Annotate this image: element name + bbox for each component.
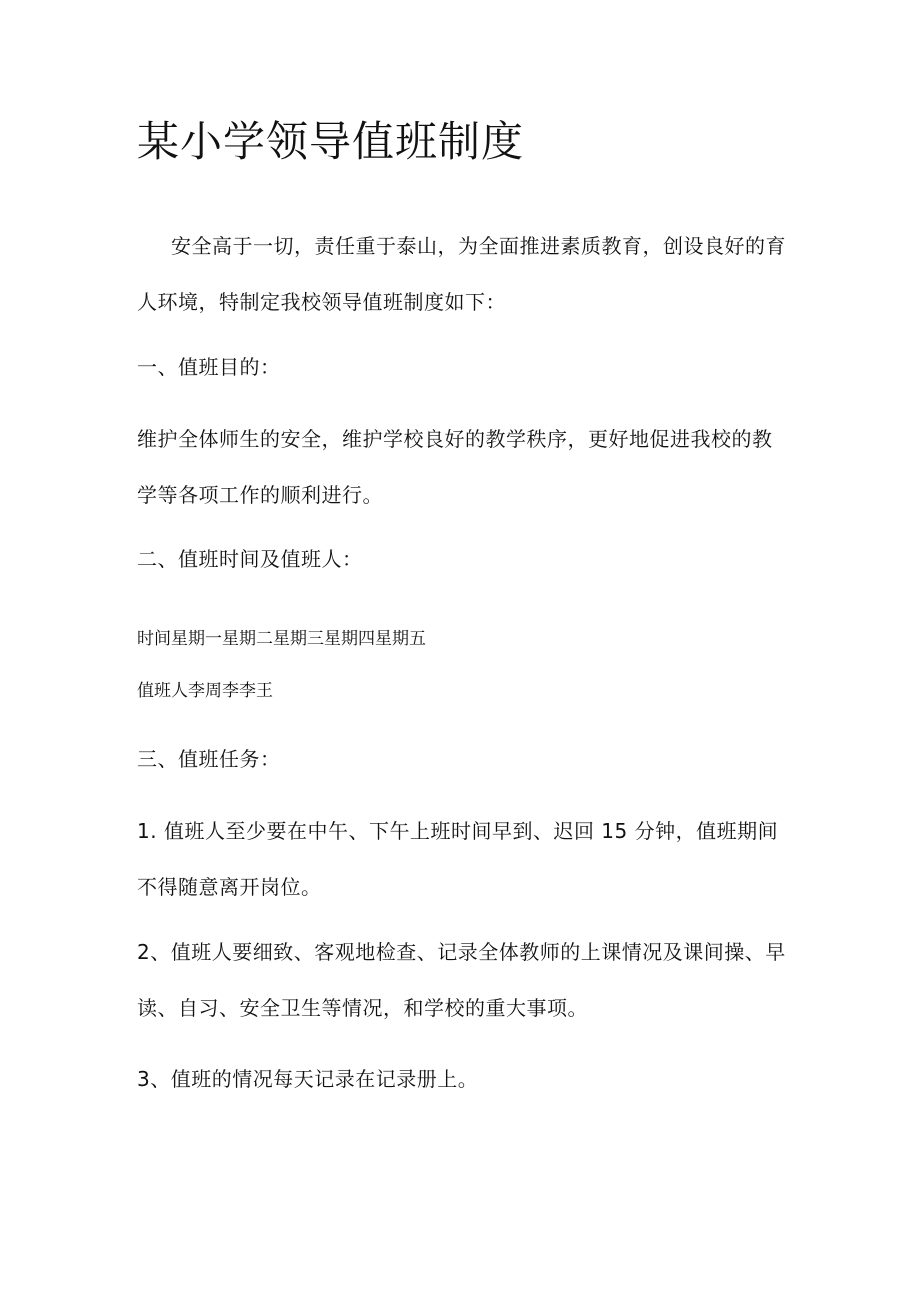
section-3-heading: 三、值班任务： [137, 747, 281, 771]
section-1-heading: 一、值班目的： [137, 355, 281, 379]
intro-paragraph: 安全高于一切，责任重于泰山，为全面推进素质教育，创设良好的育人环境，特制定我校领导值班制度如下： [137, 234, 786, 314]
section-1-body: 维护全体师生的安全，维护学校良好的教学秩序，更好地促进我校的教学等各项工作的顺利进行。 [137, 427, 773, 507]
schedule-row-time: 时间星期一星期二星期三星期四星期五 [137, 629, 426, 649]
document-title: 某小学领导值班制度 [137, 117, 525, 166]
task-item: 3、值班的情况每天记录在记录册上。 [137, 1067, 479, 1091]
schedule-row-person: 值班人李周李李王 [137, 681, 273, 701]
task-item: 2、值班人要细致、客观地检查、记录全体教师的上课情况及课间操、早读、自习、安全卫生等情况，和学校的重大事项。 [137, 940, 786, 1020]
task-item: 1. 值班人至少要在中午、下午上班时间早到、迟回 15 分钟，值班期间不得随意离开岗位。 [137, 819, 779, 899]
section-2-heading: 二、值班时间及值班人： [137, 547, 363, 571]
